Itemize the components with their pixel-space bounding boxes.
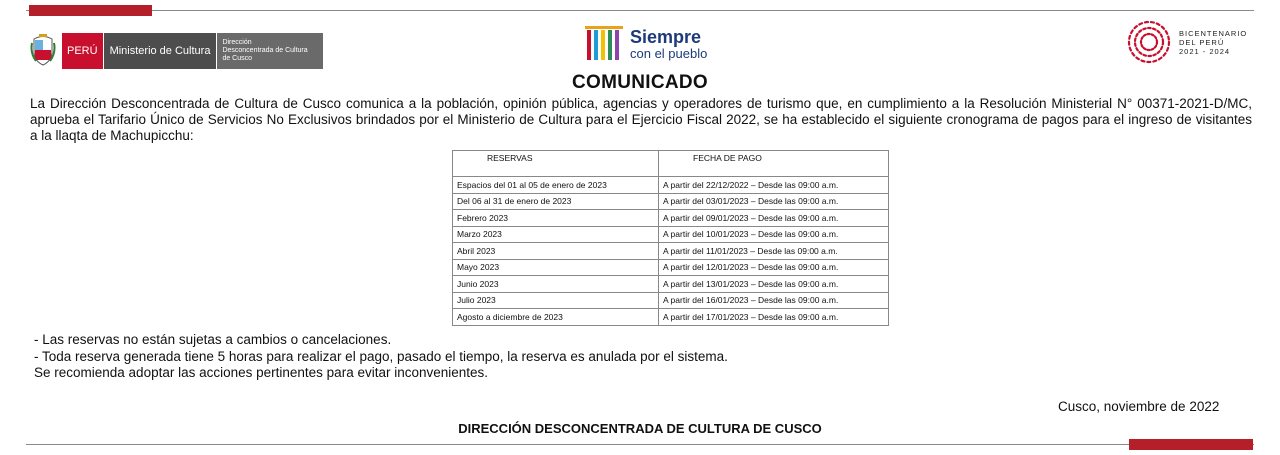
- bottom-accent-bar: [1129, 439, 1253, 450]
- direction-line-3: de Cusco: [222, 55, 253, 62]
- header-fecha-pago: FECHA DE PAGO: [659, 151, 889, 177]
- note-payment-window: - Toda reserva generada tiene 5 horas para realizar el pago, pasado el tiempo, la reserva es anulada por el sistema.: [34, 348, 728, 364]
- table-row: [453, 292, 889, 309]
- table-row: [453, 309, 889, 326]
- top-accent-bar: [29, 5, 152, 16]
- ministry-label: Ministerio de Cultura: [103, 33, 217, 69]
- bicentenario-line-1: BICENTENARIO: [1179, 28, 1248, 38]
- reserva-cell: Agosto a diciembre de 2023: [453, 309, 659, 326]
- slogan-line-2: con el pueblo: [630, 45, 708, 61]
- reserva-cell: Junio 2023: [453, 276, 659, 293]
- fecha-cell: A partir del 13/01/2023 – Desde las 09:00 a.m.: [659, 276, 889, 293]
- reserva-cell: Mayo 2023: [453, 259, 659, 276]
- reserva-cell: Febrero 2023: [453, 210, 659, 227]
- top-divider: [26, 10, 1254, 11]
- fecha-cell: A partir del 22/12/2022 – Desde las 09:00 a.m.: [659, 177, 889, 194]
- bicentenario-rosette-icon: [1125, 18, 1173, 66]
- reserva-cell: Espacios del 01 al 05 de enero de 2023: [453, 177, 659, 194]
- table-row: [453, 210, 889, 227]
- fecha-cell: A partir del 17/01/2023 – Desde las 09:00 a.m.: [659, 309, 889, 326]
- bicentenario-line-2: DEL PERÚ: [1179, 37, 1225, 47]
- slogan-line-1: Siempre: [630, 26, 702, 47]
- table-row: [453, 276, 889, 293]
- table-row: [453, 226, 889, 243]
- header-reservas: RESERVAS: [453, 151, 659, 177]
- bottom-divider: [26, 444, 1254, 445]
- peru-label: PERÚ: [62, 33, 103, 69]
- reserva-cell: Marzo 2023: [453, 226, 659, 243]
- direction-line-1: Dirección: [222, 39, 252, 46]
- note-recommendation: Se recomienda adoptar las acciones pertinentes para evitar inconvenientes.: [34, 365, 489, 380]
- place-date: Cusco, noviembre de 2022: [1058, 399, 1220, 414]
- reserva-cell: Julio 2023: [453, 292, 659, 309]
- fecha-cell: A partir del 12/01/2023 – Desde las 09:00 a.m.: [659, 259, 889, 276]
- intro-paragraph: La Dirección Desconcentrada de Cultura de Cusco comunica a la población, opinión pública, agencias y operadores de turismo que, en cumplimiento a la Resolución Ministerial N° 00371-2021-D/MC, aprueba el Tarifario Único de Servicios No Exclusivos brindados por el Ministerio de Cultura para el Ejercicio Fiscal 2022, se ha establecido el siguiente cronograma de pagos para el ingreso de visitantes a la llaqta de Machupicchu:: [30, 96, 1252, 143]
- table-row: [453, 243, 889, 260]
- table-row: [453, 259, 889, 276]
- payment-schedule-table: [452, 150, 889, 326]
- direction-line-2: Desconcentrada de Cultura: [222, 47, 308, 54]
- fecha-cell: A partir del 03/01/2023 – Desde las 09:00 a.m.: [659, 193, 889, 210]
- table-header-row: [453, 151, 889, 177]
- notes-block: [34, 332, 728, 382]
- siempre-con-el-pueblo-logo: [583, 22, 707, 66]
- note-no-changes: - Las reservas no están sujetas a cambios o cancelaciones.: [34, 332, 392, 347]
- ministry-logo: [30, 33, 323, 69]
- direction-label: [216, 33, 323, 69]
- fecha-cell: A partir del 09/01/2023 – Desde las 09:00 a.m.: [659, 210, 889, 227]
- fecha-cell: A partir del 10/01/2023 – Desde las 09:00 a.m.: [659, 226, 889, 243]
- reserva-cell: Abril 2023: [453, 243, 659, 260]
- bicentenario-line-3: 2021 - 2024: [1179, 46, 1231, 56]
- colored-pillars-icon: [583, 22, 625, 66]
- bicentenario-logo: [1125, 18, 1247, 66]
- table-row: [453, 177, 889, 194]
- table-row: [453, 193, 889, 210]
- fecha-cell: A partir del 11/01/2023 – Desde las 09:00 a.m.: [659, 243, 889, 260]
- coat-of-arms-icon: [30, 33, 56, 67]
- reserva-cell: Del 06 al 31 de enero de 2023: [453, 193, 659, 210]
- fecha-cell: A partir del 16/01/2023 – Desde las 09:00 a.m.: [659, 292, 889, 309]
- signature-line: DIRECCIÓN DESCONCENTRADA DE CULTURA DE CUSCO: [458, 421, 822, 436]
- document-title: COMUNICADO: [572, 72, 708, 93]
